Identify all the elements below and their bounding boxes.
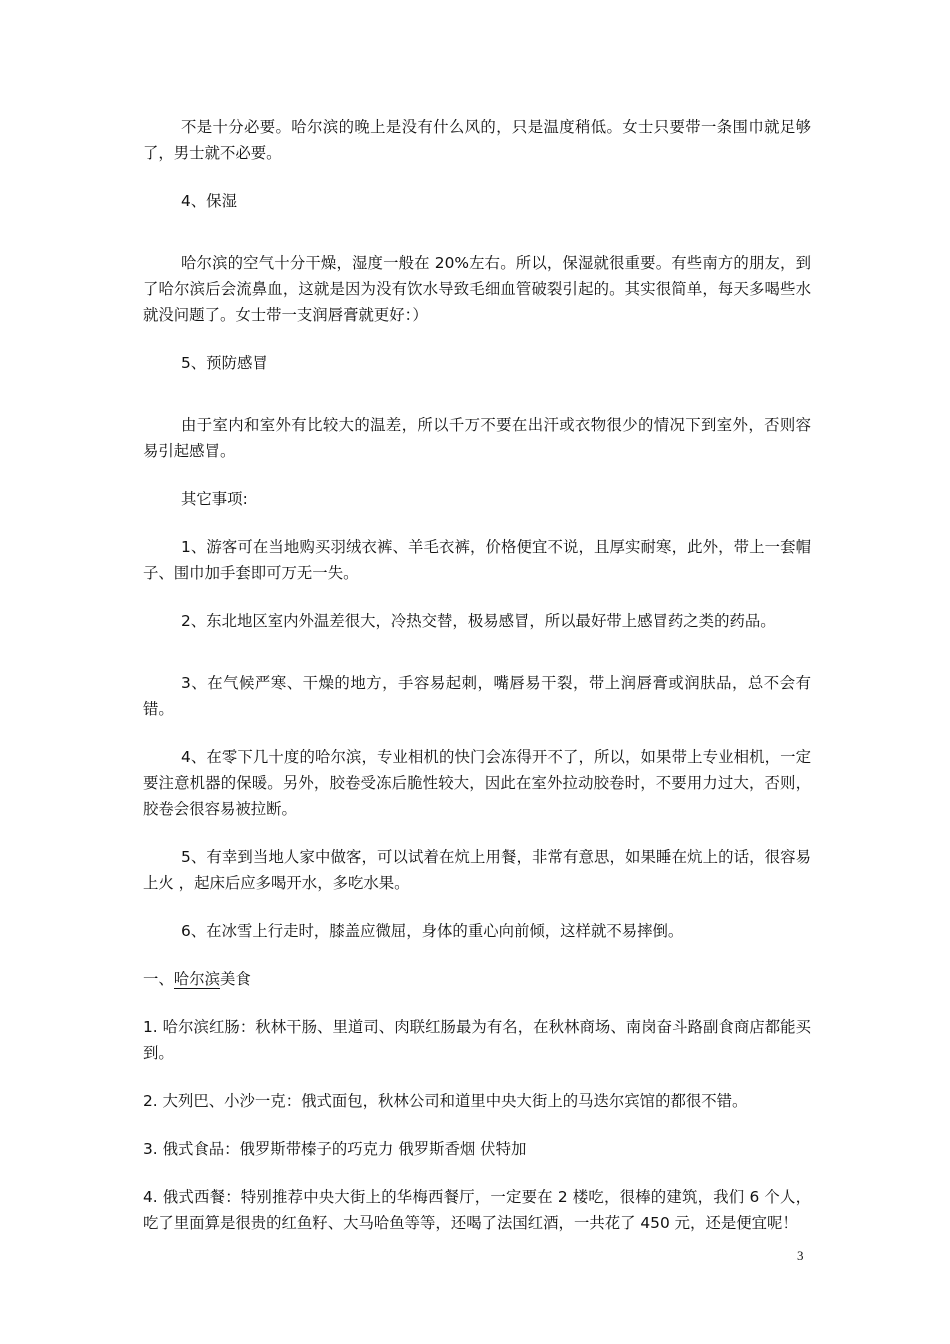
other-item-2: 2、东北地区室内外温差很大，冷热交替，极易感冒，所以最好带上感冒药之类的药品。 [181, 612, 776, 630]
heading-other-matters: 其它事项: [181, 490, 248, 508]
other-item-5: 5、有幸到当地人家中做客，可以试着在炕上用餐，非常有意思，如果睡在炕上的话，很容易 上火 ，起床后应多喝开水，多吃水果。 [143, 848, 811, 892]
other-item-3: 3、在气候严寒、干燥的地方，手容易起刺，嘴唇易干裂，带上润唇膏或润肤品，总不会有错。 [143, 674, 811, 718]
food-item-4: 4. 俄式西餐：特别推荐中央大街上的华梅西餐厅，一定要在 2 楼吃，很棒的建筑，我们 6 个人，吃了里面算是很贵的红鱼籽、大马哈鱼等等，还喝了法国红酒，一共花了 450 元，还是便宜呢！ [143, 1188, 811, 1232]
food-item-2: 2. 大列巴、小沙一克：俄式面包，秋林公司和道里中央大街上的马迭尔宾馆的都很不错。 [143, 1092, 748, 1110]
food-section-prefix: 一、 [143, 970, 174, 988]
page-number: 3 [797, 1248, 804, 1263]
harbin-link[interactable]: 哈尔滨 [173, 970, 220, 988]
food-item-3: 3. 俄式食品：俄罗斯带榛子的巧克力 俄罗斯香烟 伏特加 [143, 1140, 527, 1158]
paragraph-prevent-cold: 由于室内和室外有比较大的温差，所以千万不要在出汗或衣物很少的情况下到室外，否则容易引起感冒。 [143, 416, 811, 460]
paragraph-scarf-advice: 不是十分必要。哈尔滨的晚上是没有什么风的，只是温度稍低。女士只要带一条围巾就足够了，男士就不必要。 [143, 118, 811, 162]
food-section-heading [143, 966, 811, 992]
food-section-suffix: 美食 [219, 970, 251, 988]
paragraph-moisturize: 哈尔滨的空气十分干燥，湿度一般在 20%左右。所以，保湿就很重要。有些南方的朋友，到了哈尔滨后会流鼻血，这就是因为没有饮水导致毛细血管破裂引起的。其实很简单，每天多喝些水就没问题了。女士带一支润唇膏就更好：） [143, 254, 811, 324]
other-item-4: 4、在零下几十度的哈尔滨，专业相机的快门会冻得开不了，所以，如果带上专业相机，一定要注意机器的保暖。另外，胶卷受冻后脆性较大，因此在室外拉动胶卷时，不要用力过大，否则，胶卷会很容易被拉断。 [143, 748, 811, 818]
other-item-1: 1、游客可在当地购买羽绒衣裤、羊毛衣裤，价格便宜不说，且厚实耐寒，此外，带上一套帽子、围巾加手套即可万无一失。 [143, 538, 811, 582]
food-item-1: 1. 哈尔滨红肠：秋林干肠、里道司、肉联红肠最为有名，在秋林商场、南岗奋斗路副食商店都能买到。 [143, 1018, 811, 1062]
heading-moisturize: 4、保湿 [181, 192, 237, 210]
document-body [143, 114, 811, 1236]
heading-prevent-cold: 5、预防感冒 [181, 354, 268, 372]
other-item-6: 6、在冰雪上行走时，膝盖应微屈，身体的重心向前倾，这样就不易摔倒。 [181, 922, 684, 940]
